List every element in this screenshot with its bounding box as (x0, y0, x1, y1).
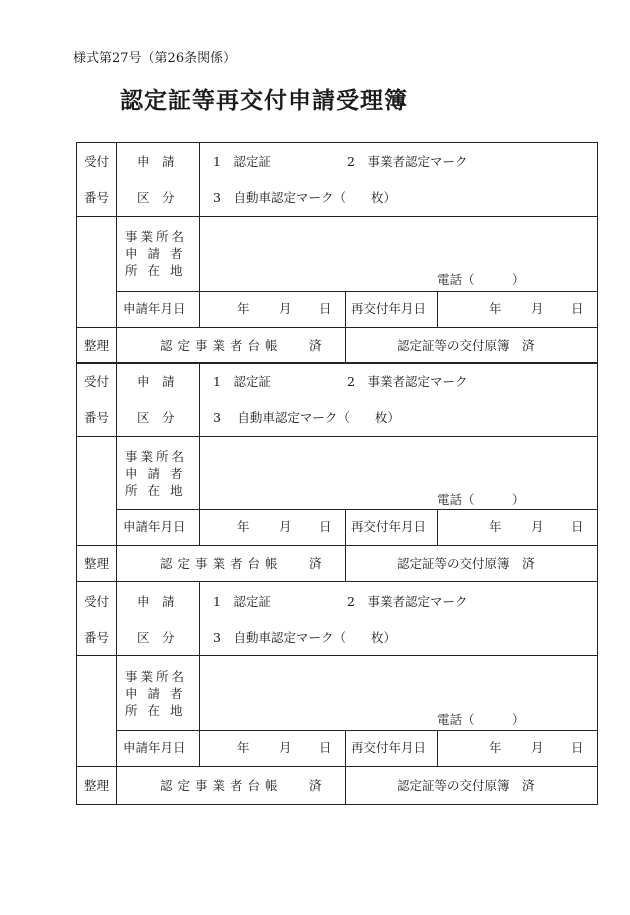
seiri-label: 整理 (84, 778, 110, 793)
col-divider (345, 291, 346, 364)
uketsuke-label: 受付 (84, 594, 110, 609)
month-label: 月 (531, 301, 544, 316)
option-certificate: 1 認定証 (213, 154, 271, 169)
col-divider (116, 363, 117, 582)
row-divider (77, 655, 597, 656)
ledger-registry-status: 認定事業者台帳 済 (160, 778, 327, 793)
entry-block-1 (76, 142, 598, 364)
entry-block-2 (76, 362, 598, 582)
day-label: 日 (571, 519, 584, 534)
seiri-label: 整理 (84, 556, 110, 571)
row-divider (77, 766, 597, 767)
day-label: 日 (571, 301, 584, 316)
day-label: 日 (319, 740, 332, 755)
kubun-label: 区 分 (137, 630, 175, 645)
phone-field: 電話（ ） (437, 492, 525, 507)
option-certificate: 1 認定証 (213, 374, 271, 389)
month-label: 月 (531, 519, 544, 534)
day-label: 日 (319, 301, 332, 316)
year-label: 年 (489, 519, 502, 534)
applicant-label-address: 所 在 地 (125, 483, 186, 498)
row-divider (116, 509, 597, 510)
ledger-registry-status: 認定事業者台帳 済 (160, 556, 327, 571)
applicant-label-applicant: 申 請 者 (125, 246, 186, 261)
month-label: 月 (279, 519, 292, 534)
row-divider (116, 730, 597, 731)
row-divider (116, 291, 597, 292)
ledger-original-status: 認定証等の交付原簿 済 (397, 778, 535, 793)
entry-block-3 (76, 581, 598, 805)
reissue-date-label: 再交付年月日 (351, 519, 427, 534)
row-divider (77, 327, 597, 328)
col-divider (437, 509, 438, 545)
option-vehicle-mark: 3 自動車認定マーク（ 枚） (213, 630, 396, 645)
option-business-mark: 2 事業者認定マーク (347, 154, 468, 169)
year-label: 年 (237, 301, 250, 316)
option-business-mark: 2 事業者認定マーク (347, 594, 468, 609)
day-label: 日 (571, 740, 584, 755)
row-divider (77, 436, 597, 437)
option-certificate: 1 認定証 (213, 594, 271, 609)
reissue-date-label: 再交付年月日 (351, 740, 427, 755)
uketsuke-label: 受付 (84, 374, 110, 389)
kubun-label: 区 分 (137, 410, 175, 425)
col-divider (345, 730, 346, 805)
application-date-label: 申請年月日 (123, 519, 186, 534)
month-label: 月 (279, 301, 292, 316)
bangou-label: 番号 (84, 410, 110, 425)
option-vehicle-mark: 3 自動車認定マーク（ 枚） (213, 190, 396, 205)
applicant-label-address: 所 在 地 (125, 263, 186, 278)
bangou-label: 番号 (84, 630, 110, 645)
application-date-label: 申請年月日 (123, 740, 186, 755)
col-divider (199, 363, 200, 545)
month-label: 月 (279, 740, 292, 755)
year-label: 年 (489, 301, 502, 316)
shinsei-label: 申 請 (137, 154, 175, 169)
reissue-date-label: 再交付年月日 (351, 301, 427, 316)
col-divider (437, 291, 438, 327)
seiri-label: 整理 (84, 338, 110, 353)
col-divider (199, 582, 200, 766)
year-label: 年 (237, 740, 250, 755)
applicant-label-business: 事業所名 (125, 669, 188, 684)
shinsei-label: 申 請 (137, 594, 175, 609)
phone-field: 電話（ ） (437, 712, 525, 727)
application-date-label: 申請年月日 (123, 301, 186, 316)
day-label: 日 (319, 519, 332, 534)
applicant-label-business: 事業所名 (125, 229, 188, 244)
option-business-mark: 2 事業者認定マーク (347, 374, 468, 389)
bangou-label: 番号 (84, 190, 110, 205)
kubun-label: 区 分 (137, 190, 175, 205)
ledger-original-status: 認定証等の交付原簿 済 (397, 556, 535, 571)
col-divider (116, 582, 117, 805)
year-label: 年 (489, 740, 502, 755)
applicant-label-applicant: 申 請 者 (125, 466, 186, 481)
phone-field: 電話（ ） (437, 272, 525, 287)
month-label: 月 (531, 740, 544, 755)
ledger-original-status: 認定証等の交付原簿 済 (397, 338, 535, 353)
applicant-label-address: 所 在 地 (125, 703, 186, 718)
applicant-label-business: 事業所名 (125, 449, 188, 464)
year-label: 年 (237, 519, 250, 534)
page-title: 認定証等再交付申請受理簿 (120, 88, 408, 114)
col-divider (345, 509, 346, 582)
row-divider (77, 216, 597, 217)
applicant-label-applicant: 申 請 者 (125, 686, 186, 701)
uketsuke-label: 受付 (84, 154, 110, 169)
col-divider (437, 730, 438, 766)
col-divider (116, 143, 117, 364)
form-number: 様式第27号（第26条関係） (73, 51, 237, 66)
col-divider (199, 143, 200, 327)
shinsei-label: 申 請 (137, 374, 175, 389)
row-divider (77, 545, 597, 546)
option-vehicle-mark: 3 自動車認定マーク（ 枚） (213, 410, 400, 425)
ledger-registry-status: 認定事業者台帳 済 (160, 338, 327, 353)
